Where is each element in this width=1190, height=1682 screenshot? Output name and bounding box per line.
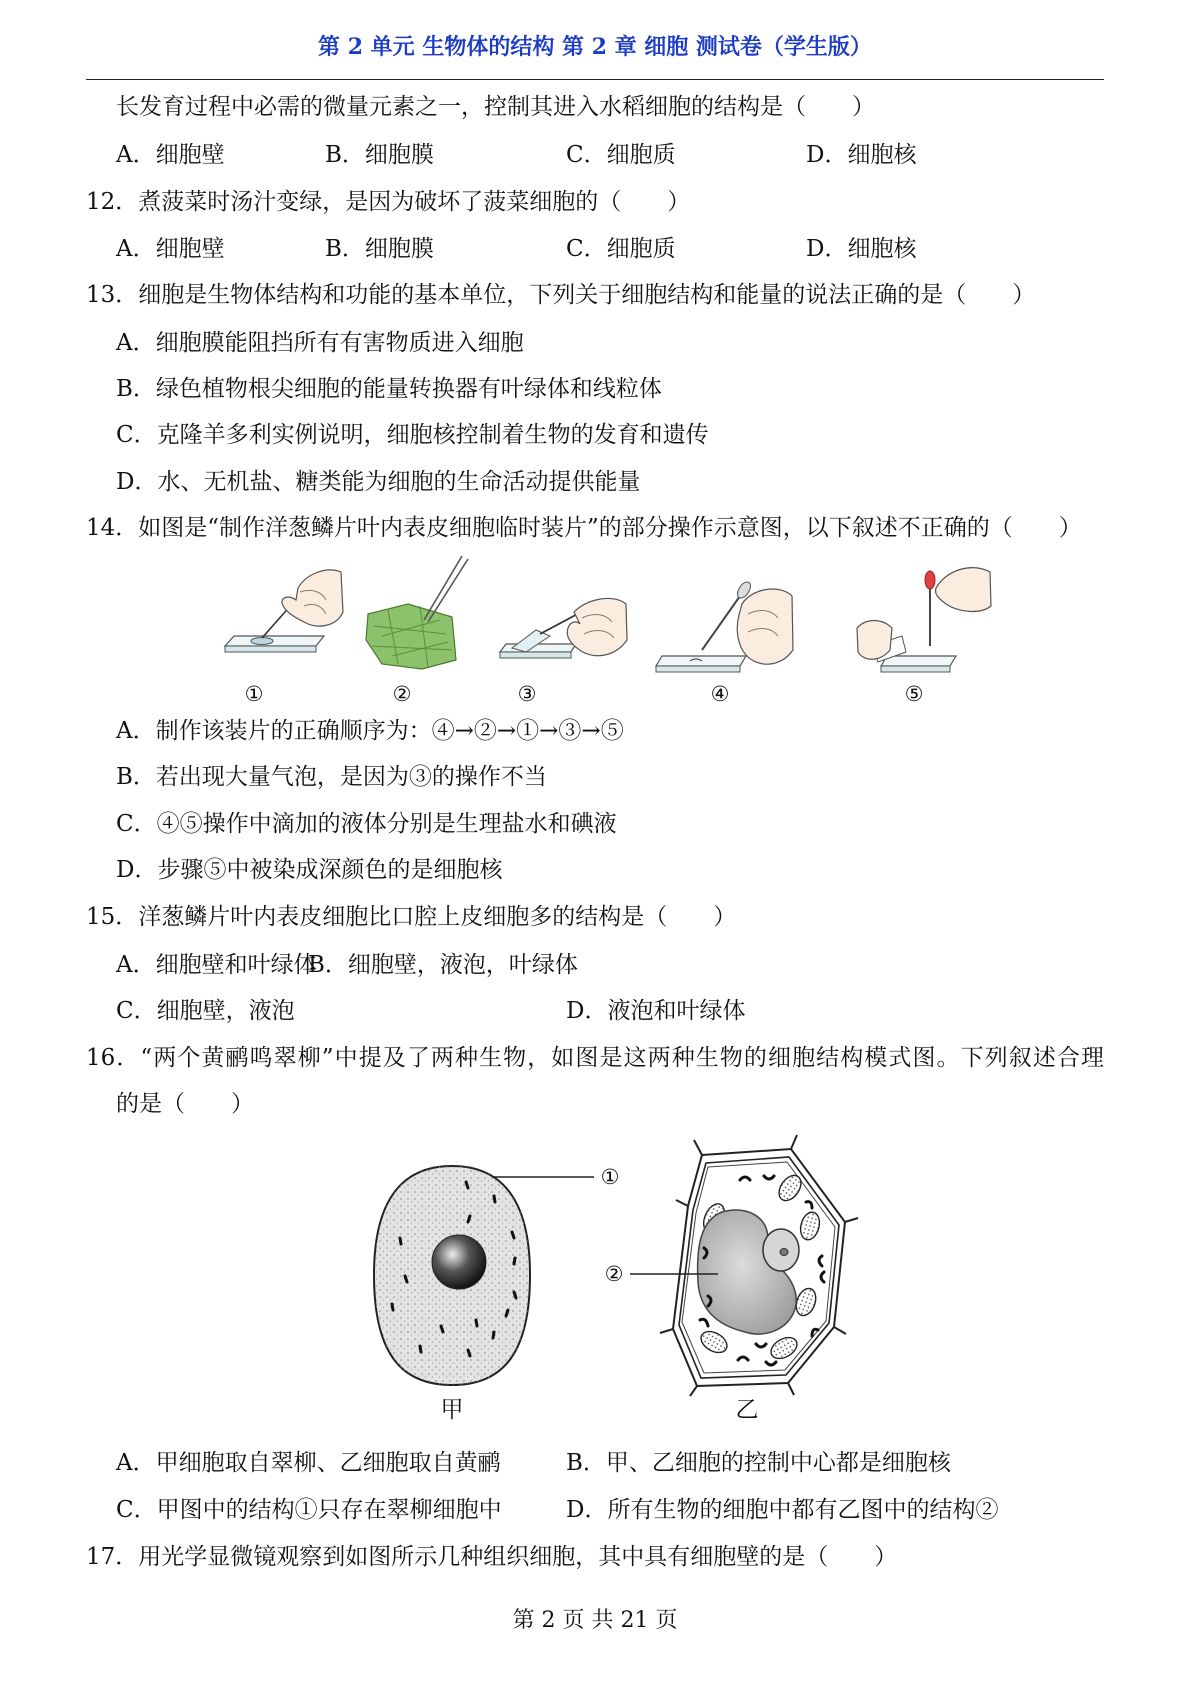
step-label-1: ① — [244, 682, 264, 706]
q11-option-c: C．细胞质 — [566, 142, 676, 168]
q16-option-d: D．所有生物的细胞中都有乙图中的结构② — [566, 1497, 999, 1523]
q13-option-c: C．克隆羊多利实例说明，细胞核控制着生物的发育和遗传 — [116, 422, 709, 448]
q14-option-b: B．若出现大量气泡，是因为③的操作不当 — [116, 764, 547, 790]
q12-option-c: C．细胞质 — [566, 236, 676, 262]
q14-stem: 14．如图是“制作洋葱鳞片叶内表皮细胞临时装片”的部分操作示意图，以下叙述不正确的（ ） — [86, 515, 1082, 541]
q15-option-a: A．细胞壁和叶绿体 — [116, 952, 317, 978]
q15-option-b: B．细胞壁，液泡，叶绿体 — [308, 952, 578, 978]
q14-option-d: D．步骤⑤中被染成深颜色的是细胞核 — [116, 857, 503, 883]
q13-option-b: B．绿色植物根尖细胞的能量转换器有叶绿体和线粒体 — [116, 376, 662, 402]
step-1-illustration — [225, 570, 343, 652]
step-label-2: ② — [392, 682, 412, 706]
plant-cell-nucleolus — [780, 1249, 788, 1256]
figure-label-1: ① — [600, 1165, 620, 1189]
q15-option-d: D．液泡和叶绿体 — [566, 998, 746, 1024]
q11-option-b: B．细胞膜 — [325, 142, 434, 168]
q12-option-b: B．细胞膜 — [325, 236, 434, 262]
step-4-illustration — [656, 580, 793, 672]
cell-structure-figure — [0, 1130, 1190, 1400]
animal-cell-nucleus — [432, 1235, 486, 1289]
q15-stem: 15．洋葱鳞片叶内表皮细胞比口腔上皮细胞多的结构是（ ） — [86, 904, 737, 930]
cell-b-caption: 乙 — [735, 1397, 759, 1423]
q13-stem: 13．细胞是生物体结构和功能的基本单位，下列关于细胞结构和能量的说法正确的是（ ） — [86, 282, 1036, 308]
q12-option-d: D．细胞核 — [806, 236, 917, 262]
header-rule — [86, 79, 1104, 80]
plant-cell — [630, 1135, 858, 1396]
q12-stem: 12．煮菠菜时汤汁变绿，是因为破坏了菠菜细胞的（ ） — [86, 189, 691, 215]
q16-option-b: B．甲、乙细胞的控制中心都是细胞核 — [566, 1450, 951, 1476]
q14-option-a: A．制作该装片的正确顺序为：④→②→①→③→⑤ — [116, 718, 624, 744]
q12-option-a: A．细胞壁 — [116, 236, 225, 262]
q16-option-c: C．甲图中的结构①只存在翠柳细胞中 — [116, 1497, 502, 1523]
figure-label-2: ② — [604, 1262, 624, 1286]
step-3-illustration — [500, 598, 627, 658]
q17-stem: 17．用光学显微镜观察到如图所示几种组织细胞，其中具有细胞壁的是（ ） — [86, 1544, 898, 1570]
q11-stem-continuation: 长发育过程中必需的微量元素之一，控制其进入水稻细胞的结构是（ ） — [116, 94, 875, 120]
q15-option-c: C．细胞壁，液泡 — [116, 998, 295, 1024]
step-label-3: ③ — [517, 682, 537, 706]
cell-a-caption: 甲 — [440, 1397, 464, 1423]
step-label-4: ④ — [710, 682, 730, 706]
slide-preparation-steps-figure — [0, 555, 1190, 690]
header-title: 第 2 单元 生物体的结构 第 2 章 细胞 测试卷（学生版） — [318, 34, 872, 60]
q13-option-d: D．水、无机盐、糖类能为细胞的生命活动提供能量 — [116, 469, 641, 495]
page-number: 第 2 页 共 21 页 — [512, 1608, 678, 1633]
q14-option-c: C．④⑤操作中滴加的液体分别是生理盐水和碘液 — [116, 811, 617, 837]
step-2-illustration — [366, 556, 468, 669]
step-label-5: ⑤ — [904, 682, 924, 706]
animal-cell — [374, 1166, 594, 1385]
q16-stem-line-2: 的是（ ） — [116, 1091, 254, 1117]
q11-option-d: D．细胞核 — [806, 142, 917, 168]
q11-option-a: A．细胞壁 — [116, 142, 225, 168]
q16-stem-line-1: 16．“两个黄鹂鸣翠柳”中提及了两种生物，如图是这两种生物的细胞结构模式图。下列叙述合理 — [86, 1045, 1104, 1071]
q13-option-a: A．细胞膜能阻挡所有有害物质进入细胞 — [116, 330, 524, 356]
q16-option-a: A．甲细胞取自翠柳、乙细胞取自黄鹂 — [116, 1450, 501, 1476]
step-5-illustration — [857, 568, 991, 672]
